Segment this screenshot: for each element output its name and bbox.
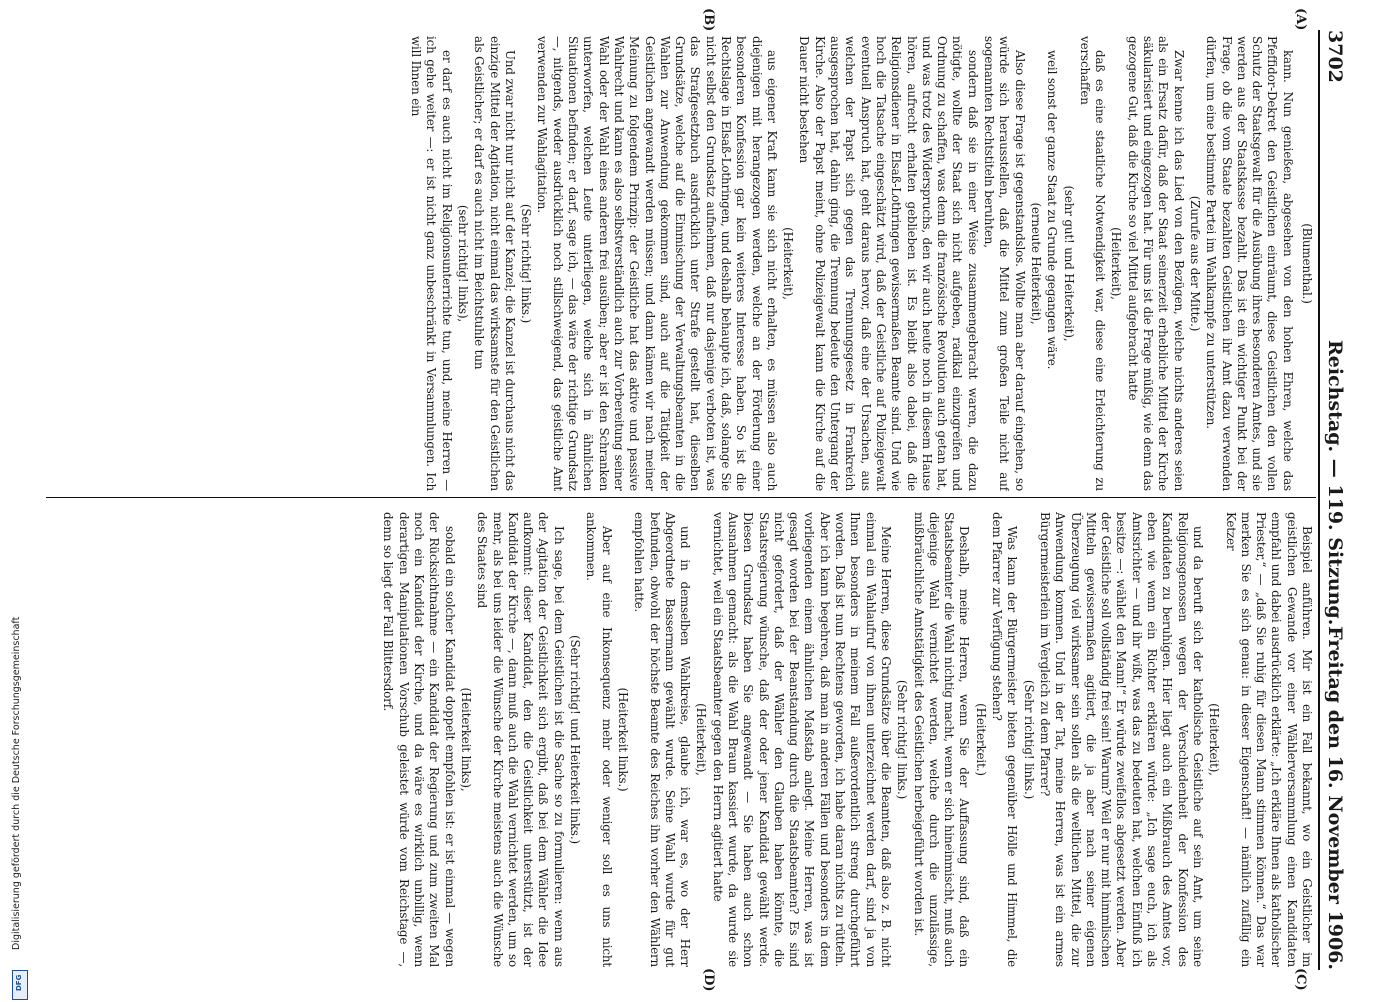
paragraph: Meine Herren, diese Grundsätze über die Beamten, daß also z. B. nicht einmal ein Wahlaufruf von ihnen unterzeichnet werden darf, sind ja von Ihnen besonders in meinem Fall außerordentlich streng durchgeführt worden. Daß ist nun Rechtens geworden, ich habe daran nichts zu rütteln. Aber ich kann begehren, daß man in anderen Fällen und besonders in dem vorliegenden einem ähnlichen Maßstab anlegt. Meine Herren, was ist gesagt worden bei der Beanstandung durch die Staatsbeamten? Es sind nicht gefordert, daß der Wähler den Glauben haben könnte, die Staatsregierung wünsche, daß der oder jener Kandidat gewählt werde. Diesen Grundsatz haben Sie angewandt — Sie haben auch schon Ausnahmen gemacht: als die Wahl Braun kassiert wurde, da wurde sie vernichtet, weil ein Staatsbeamter gegen den Herrn agitiert hatte [710, 512, 893, 967]
page-number: 3702 [1324, 30, 1346, 83]
interjection: (Heiterkeit), [694, 703, 709, 776]
interjection: (Heiterkeit links), [458, 687, 473, 792]
interjection: (erneute Heiterkeit), [1028, 202, 1043, 325]
interjection: (Sehr richtig! links.) [519, 203, 534, 324]
margin-marker-d: (D) [701, 968, 716, 992]
paragraph: Und zwar nicht nur nicht auf der Kanzel; die Kanzel ist durchaus nicht das einzige Mittel der Agitation, nicht einmal das wirksamste für den Geistlichen als Geistlicher; er darf es auch nicht im Beichtstuhle tun [472, 36, 517, 491]
running-title: Reichstag. — 119. Sitzung. [1324, 340, 1346, 626]
interjection: (Heiterkeit), [1109, 227, 1124, 300]
interjection: (sehr gut! und Heiterkeit), [1061, 185, 1076, 342]
funding-credit: Digitalisierung gefördert durch die Deutsche Forschungsgemeinschaft [11, 616, 22, 950]
left-column [54, 36, 1314, 491]
paragraph: er darf es auch nicht im Religionsunterrichte tun, und, meine Herren — ich gehe weiter —: er ist nicht ganz unbeschränkt in Versammlungen. Ich will Ihnen ein [409, 36, 454, 491]
interjection: (sehr richtig! links), [455, 204, 470, 323]
margin-marker-a: (A) [1293, 8, 1308, 31]
paragraph: Ich sage, bei dem Geistlichen ist die Sache so zu formulieren: wenn aus der Agitation der Geistlichkeit sich ergibt, daß bei dem Wähler die Idee aufkommt: dieser Kandidat, den die Geistlichkeit unterstützt, ist der Kandidat der Kirche —, dann muß auch die Wahl vernichtet werden, um so mehr, als bei uns leider die Wünsche der Kirche meistens auch die Wünsche des Staates sind [475, 512, 566, 967]
interjection: (Heiterkeit), [1207, 703, 1222, 776]
interjection: (Zurufe aus der Mitte.) [1187, 195, 1202, 332]
paragraph: Aber auf eine Inkonsequenz mehr oder weniger soll es uns nicht ankommen. [584, 512, 614, 967]
paragraph: sondern daß sie in einer Weise zusammengebracht waren, die dazu nötigte, wollte der Staat sich nicht aufgeben, radikal einzugreifen und Ordnung zu schaffen, was denn die französische Revolution auch getan hat, und was trotz des Widerspruchs, den wir auch heute noch in diesem Hause hören, aufrecht erhalten geblieben ist. Es bleibt also dabei, daß die Religionsdiener in Elsaß-Lothringen gewissermaßen Beamte sind. Und wie hoch die Tatsache eingeschätzt wird, daß der Geistliche auf Polizeigewalt eventuell Anspruch hat, geht daraus hervor, daß eine der Ursachen, aus welchen der Papst sich gegen das Trennungsgesetz in Frankreich ausgesprochen hat, dahin ging, die Trennung bedeute den Untergang der Kirche. Also der Papst meint, ohne Polizeigewalt kann die Kirche auf die Dauer nicht bestehen [797, 36, 980, 491]
paragraph: und in demselben Wahlkreise, glaube ich, war es, wo der Herr Abgeordnete Bassermann gewählt wurde. Seine Wahl wurde für gut befunden, obwohl der höchste Beamte des Reiches ihn vorher den Wählern empfohlen hatte. [632, 512, 693, 967]
document-page [26, 0, 1356, 1000]
paragraph: Was kann der Bürgermeister bieten gegenüber Hölle und Himmel, die dem Pfarrer zur Verfügung stehen? [990, 512, 1020, 967]
margin-marker-c: (C) [1293, 968, 1308, 991]
digitization-footer [10, 2, 22, 1002]
paragraph: und da beruft sich der katholische Geistliche auf sein Amt, um seine Religionsgenossen wegen der Verschiedenheit der Konfession des Kandidaten zu beruhigen. Hier liegt auch ein Mißbrauch des Amtes vor, eben wie wenn ein Richter erklären würde: „Ich sage euch, ich als Amtsrichter — und ihr wißt, was das zu bedeuten hat, welchen Einfluß ich besitze —: wählet den Mann!“ Er würde zweifellos abgesetzt werden. Aber der Geistliche soll vollständig frei sein! Warum? Weil er nur mit himmlischen Mitteln gewissermaßen agitiert, die ja aber nach seiner eigenen Überzeugung viel wirksamer sein sollen als die weltlichen Mittel, die zur Anwendung kommen. Und in der Tat, meine Herren, was ist ein armes Bürgermeisterlein im Vergleich zu dem Pfarrer? [1037, 512, 1205, 967]
interjection: (Heiterkeit.) [973, 703, 988, 776]
interjection: (Sehr richtig! links.) [895, 679, 910, 800]
paragraph: Also diese Frage ist gegenstandslos. Wollte man aber darauf eingehen, so würde sich herausstellen, daß die Mittel zum großen Teile nicht auf sogenannten Rechtstiteln beruhten, [982, 36, 1027, 491]
interjection: (Sehr richtig! links.) [1021, 679, 1036, 800]
paragraph: Zwar kenne ich das Lied von den Bezügen, welche nichts anderes seien als ein Ersatz dafür, daß der Staat seinerzeit erhebliche Mittel der Kirche säkularisiert und eingezogen hat. Für uns ist die Frage müßig, wie denn das gezogene Gut, daß die Kirche so viel Mittel aufgebracht hatte [1125, 36, 1186, 491]
paragraph: Deshalb, meine Herren, wenn Sie der Auffassung sind, daß ein Staatsbeamter die Wahl nichtig macht, wenn er sich hineinmischt, muß auch diejenige Wahl vernichtet werden, welche durch die unzulässige, mißbräuchliche Amtstätigkeit des Geistlichen herbeigeführt worden ist. [911, 512, 972, 967]
margin-marker-b: (B) [701, 8, 716, 32]
interjection: (Sehr richtig! und Heiterkeit links.) [568, 635, 583, 844]
session-date: Freitag den 16. November 1906. [1324, 626, 1346, 970]
right-column [54, 512, 1314, 967]
column-divider [46, 497, 1316, 498]
paragraph: Beispiel anführen. Mir ist ein Fall bekannt, wo ein Geistlicher im geistlichen Gewande vor einer Wählerversammlung einen Kandidaten empfahl und dabei ausdrücklich erklärte: „Ich erkläre Ihnen als katholischer Priester,“ — „daß Sie ruhig für diesen Mann stimmen können.“ Das war merken Sie es sich genau: in dieser Eigenschaft! — nämlich zufällig ein Ketzer [1223, 512, 1314, 967]
page-header [1318, 30, 1348, 970]
interjection: (Heiterkeit links.) [615, 687, 630, 792]
dfg-logo: DFG [12, 970, 28, 1000]
interjection: (Heiterkeit), [781, 227, 796, 300]
paragraph: weil sonst der ganze Staat zu Grunde gegangen wäre. [1045, 50, 1060, 370]
paragraph: kann. Nun genießen, abgesehen von den hohen Ehren, welche das Pfeffidor-Dekret den Geistlichen einräumt, diese Geistlichen den vollen Schutz der Staatsgewalt für die Ausübung ihres besonderen Amtes, und sie werden aus der Staatskasse bezahlt. Das ist ein wichtiger Punkt bei der Frage, ob die vom Staate bezahlten Geistlichen ihr Amt dazu verwenden dürfen, um eine bestimmte Partei im Wahlkampfe zu unterstützen. [1204, 36, 1295, 491]
paragraph: aus eigener Kraft kann sie sich nicht erhalten, es müssen also auch diejenigen mit herangezogen werden, welche an der Förderung einer besonderen Konfession gar kein weiteres Interesse haben. So ist die Rechtslage in Elsaß-Lothringen, und deshalb behaupte ich, daß, solange Sie nicht selbst den Grundsatz aufnehmen, daß nur dasjenige verboten ist, was das Strafgesetzbuch ausdrücklich unter Strafe gestellt hat, dieselben Grundsätze, welche auf die Einmischung der Verwaltungsbeamten in die Wahlen zur Anwendung gekommen sind, auch auf die Tätigkeit der Geistlichen angewandt werden müssen; und dann kämen wir nach meiner Meinung zu folgendem Prinzip: der Geistliche hat das aktive und passive Wahlrecht und kann es also selbstverständlich auch zur Vorbereitung seiner Wahl oder der Wahl eines anderen frei ausüben; aber er ist den Schranken unterworfen, welchen Leute unterliegen, welche sich in ähnlichen Situationen befinden; er darf, sage ich, — das wäre der richtige Grundsatz —, nitgends, weder ausdrücklich noch stillschweigend, das geistliche Amt verwenden zur Wahlagitation. [535, 36, 779, 491]
paragraph: sobald ein solcher Kandidat doppelt empfohlen ist: er ist einmal — wegen der Rücksichtnahme — ein Kandidat der Regierung und zum zweiten Mal noch ein Kandidat der Kirche, und da wäre es wirklich unbillig, wenn derartigen Manipulationen Vorschub geleistet würde vom Reichstage —, denn so liegt der Fall Blittersdorf. [381, 512, 457, 967]
speaker-name: (Blumenthal.) [1300, 223, 1314, 304]
header-rule [1318, 30, 1320, 970]
paragraph: daß es eine staatliche Notwendigkeit war, diese eine Erleichterung zu verschaffen [1077, 36, 1108, 491]
